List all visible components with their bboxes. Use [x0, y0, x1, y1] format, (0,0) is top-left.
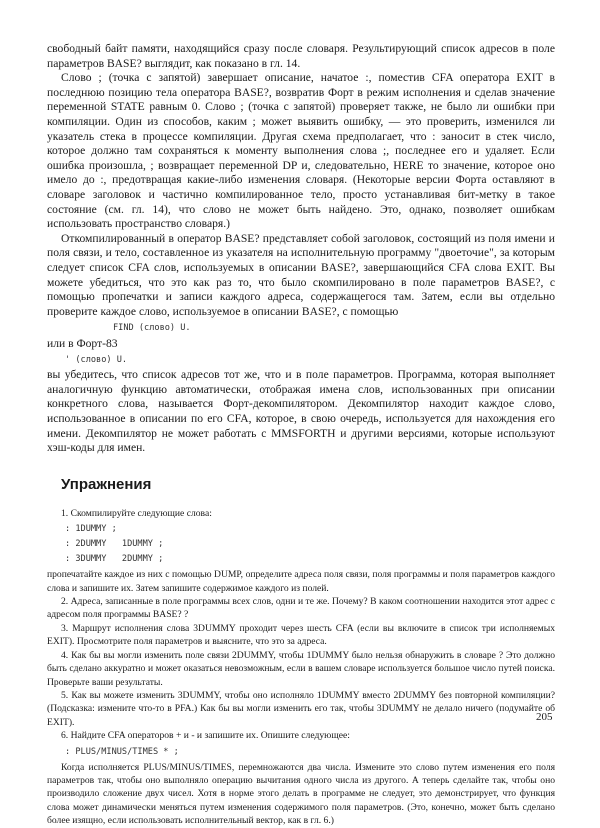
exercise-6-intro: 6. Найдите CFA операторов + и - и запишите их. Опишите следующее: — [61, 730, 350, 742]
section-title-exercises: Упражнения — [61, 475, 152, 493]
exercise-1-code-line: : 1DUMMY ; — [65, 524, 117, 535]
exercise-1-intro: 1. Скомпилируйте следующие слова: — [61, 507, 212, 519]
paragraph-free-byte: свободный байт памяти, находящийся сразу после словаря. Результирующий список адресов в поле параметров BASE? выглядит, как показано в гл. 14. — [47, 42, 555, 70]
code-find-word: FIND (слово) U. — [113, 323, 191, 334]
book-page — [47, 42, 555, 828]
exercise-2: 2. Адреса, записанные в поле программы всех слов, одни и те же. Почему? В каком соотношении находится этот адрес с адресом поля программы BASE? ? — [47, 596, 555, 621]
exercise-6-text: Когда исполняется PLUS/MINUS/TIMES, перемножаются два числа. Измените это слово путем изменения его поля параметров так, чтобы оно выполняло операцию вычитания одного числа из другого. А теперь сделайте так, чтобы оно производило сложение двух чисел. Хотя в норме этого делать в программе не следует, это демонстрирует, что функция слова может динамически меняться путем изменения содержимого поля параметров. (Это, конечно, может быть сделано более изящно, если использовать исполнительный вектор, как в гл. 6.) — [47, 761, 555, 827]
exercise-6-code: : PLUS/MINUS/TIMES * ; — [65, 746, 179, 757]
page-number: 205 — [536, 711, 553, 723]
text-or-forth83: или в Форт-83 — [47, 337, 118, 351]
exercise-3: 3. Маршрут исполнения слова 3DUMMY проходит через шесть CFA (если вы включите в список три исполняемых EXIT). Просмотрите поля параметров и выясните, что это за адреса. — [47, 622, 555, 648]
exercise-1-text: пропечатайте каждое из них с помощью DUMP, определите адреса поля связи, поля программы и поля параметров каждого слова и запишите их. Затем запишите содержимое каждого из полей. — [47, 569, 555, 594]
paragraph-decompiler: вы убедитесь, что список адресов тот же, что и в поле параметров. Программа, которая выполняет аналогичную функцию автоматически, отображая имена слов, использованных при описании конкретного слова, называется Форт-декомпилятором. Декомпилятор находит каждое слово, использованное в описании по его CFA, которое, в свою очередь, используется для нахождения его имени. Декомпилятор не может работать с MMSFORTH и другими версиями, которые используют хэш-коды для имен. — [47, 368, 555, 455]
paragraph-semicolon: Слово ; (точка с запятой) завершает описание, начатое :, поместив CFA оператора EXIT в последнюю позицию тела оператора BASE?, возвратив Форт в режим исполнения и сделав значение переменной STATE равным 0. Слово ; (точка с запятой) проверяет также, не было ли ошибки при компиляции. Один из способов, каким ; может выявить ошибку, — это проверить, изменился ли указатель стека в процессе компиляции. Другая схема предполагает, что : заносит в стек число, которое должно там сохраняться к моменту выполнения слова ;, последнее его и удаляет. Если ошибка произошла, ; возвращает переменной DP и, следовательно, HERE то значение, которое оно имело до :, предотвращая какие-либо изменения словаря. (Некоторые версии Форта оставляют в словаре заголовок и частично компилированное тело, просто устанавливая бит-метку в такое состояние (см. гл. 14), что слово не может быть найдено. Это, однако, позволяет ошибкам использовать пространство словаря.) — [47, 71, 555, 231]
code-tick-word: ' (слово) U. — [65, 355, 128, 366]
exercise-1-code-line: : 3DUMMY 2DUMMY ; — [65, 554, 164, 565]
exercise-4: 4. Как бы вы могли изменить поле связи 2DUMMY, чтобы 1DUMMY было нельзя обнаружить в словаре ? Это должно быть сделано аккуратно и может оказаться невозможным, если в вашем словаре используется большое число путей поиска. Проверьте ваши результаты. — [47, 649, 555, 688]
paragraph-compiled-base: Откомпилированный в оператор BASE? представляет собой заголовок, состоящий из поля имени и поля связи, и тело, составленное из указателя на исполнительную программу "двоеточие", за которым следует список CFA слов, используемых в описании BASE?, завершающийся CFA слова EXIT. Вы можете убедиться, что это как раз то, что было скомпилировано в поле параметров BASE?, с помощью пропечатки и записи каждого адреса, содержащегося там. Затем, если вы отдельно проверите каждое слово, используемое в описании BASE?, с помощью — [47, 231, 555, 318]
exercise-1-code-line: : 2DUMMY 1DUMMY ; — [65, 539, 164, 550]
exercise-5: 5. Как вы можете изменить 3DUMMY, чтобы оно исполняло 1DUMMY вместо 2DUMMY без повторной компиляции? (Подсказка: измените что-то в PFA.) Как бы вы могли изменить его так, чтобы 3DUMMY не делало ничего (подумайте об EXIT). — [47, 689, 555, 728]
